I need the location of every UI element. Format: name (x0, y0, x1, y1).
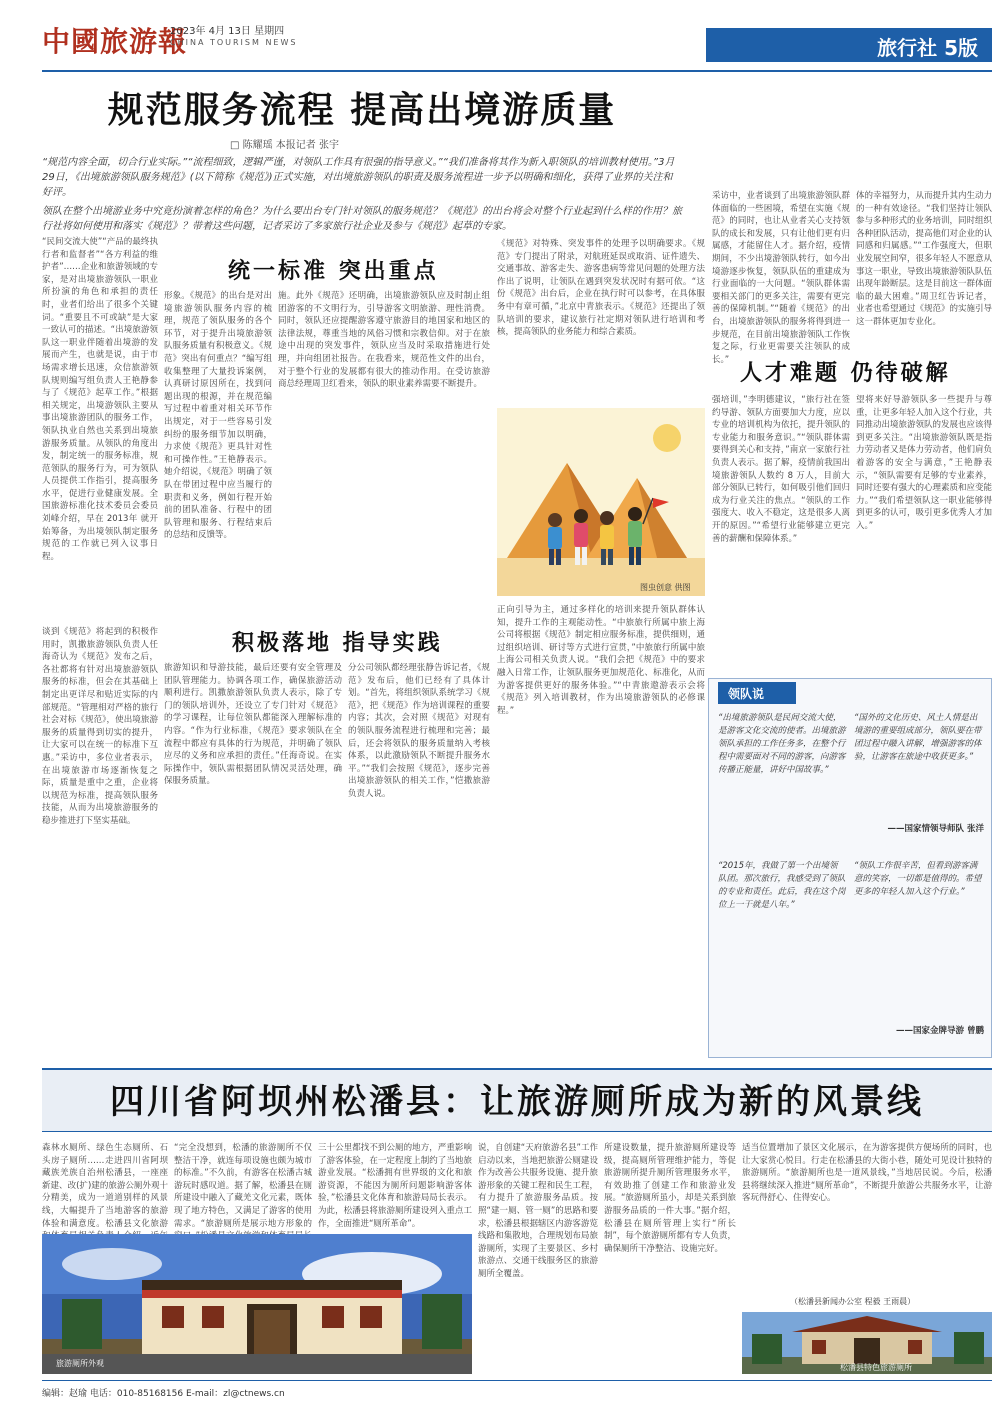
column-e1: 采访中，业者谈到了出境旅游领队群体面临的一些困境，希望在实施《规范》的同时，也让从业者关心支持领队的成长和发展，只有让他们更有归属感，才能留住人才。据介绍，疫情期间，不少出境游领队转行，如今出境游逐步恢复，领队队伍的重建成为行业面临的一大问题。“领队群体需要相关部门的更多关注，需要有更完善的保障机制。”“随着《规范》的出台，出境旅游领队的服务将得到进一步规范，在目前出境旅游领队工作恢复之际，行业更需要关注领队的成长。” (712, 191, 850, 365)
article2-column-4: 说，自创建“天府旅游名县”工作启动以来，当地把旅游公厕建设作为改善公共服务设施、提升旅游形象的关键工程和民生工程，有力提升了旅游服务品质。按照“建一厕、管一厕”的思路和要求，松潘县根据辖区内游客游览线路和集散地，合理规划布局旅游厕所，实现了主要景区、乡村旅游点、交通干线服务区的旅游厕所全覆盖。 (478, 1143, 598, 1279)
toilet-building-image (42, 1234, 472, 1374)
column-e2: 强培训，”李明德建议，“旅行社在签约导游、领队方面要加大力度，应以专业的培训机构为依托，提升领队的专业能力和服务意识。”“领队群体需要得到关心和支持，”南京一家旅行社负责人表示。据了解，疫情前我国出境旅游领队人数约 8 万人，目前大部分领队已转行，如何吸引他们回归成为行业关注的焦点。“领队的工作强度大、收入不稳定，这是很多人离开的原因。”“希望行业能够建立更完善的薪酬和保障体系。” (712, 395, 850, 544)
photo-toilet-caption-2: 松潘县特色旅游厕所 (840, 1363, 912, 1372)
article2-column-6: 适当位置增加了景区文化展示，在为游客提供方便场所的同时，也让大家赏心悦目。行走在松潘县的大街小巷，随处可见设计独特的旅游厕所。“旅游厕所也是一道风景线，”当地居民说。今后，松潘县将继续深入推进“厕所革命”，不断提升旅游公共服务水平，让游客玩得舒心、住得安心。 (742, 1143, 992, 1204)
column-b2: 旅游知识和导游技能，最后还要有安全管理及团队管理能力。协调各项工作，确保旅游活动顺利进行。凯撒旅游领队负责人表示，除了专门的领队培训外，还设立了专门针对《规范》的学习课程，让每位领队都能深入理解标准的内容。“作为行业标准，《规范》要求领队在全流程中都应有具体的行为规范，并明确了领队应尽的义务和应承担的责任。”任海奇说。在实际操作中，领队需根据团队情况灵活处理，确保服务质量。 (164, 663, 342, 787)
article2-column-5: 所建设数量，提升旅游厕所建设等级，提高厕所管理维护能力，等促旅游厕所提升厕所管理服务水平，有效助推了创建工作和旅游业发展。“旅游厕所虽小，却是关系到旅游服务品质的一件大事。”据介绍，松潘县在厕所管理上实行“所长制”，每个旅游厕所都有专人负责，确保厕所干净整洁、设施完好。 (604, 1143, 736, 1254)
footer-rule (42, 1380, 992, 1381)
column-f2: 望将来好导游领队多一些提升与尊重，让更多年轻人加入这个行业，共同推动出境旅游领队的发展也应该得到更多关注。“出境旅游领队既是指力劳动者又是体力劳动者，他们肩负着游客的安全与满意，”王艳静表示，“领队需要有足够的专业素养，同时还要有强大的心理素质和应变能力。”“我们希望领队这一职业能够得到更多的认可，吸引更多优秀人才加入。” (856, 395, 993, 531)
article-intro (42, 155, 682, 234)
masthead-rule (42, 70, 992, 72)
subhead-implementation: 积极落地 指导实践 (232, 630, 443, 656)
leader-quotes-tag: 领队说 (718, 682, 796, 704)
column-c1: 施。此外《规范》还明确，出境旅游领队应及时制止组团游客的不文明行为，引导游客文明旅游、理性消费。同时，领队还应提醒游客遵守旅游目的地国家和地区的法律法规，尊重当地的风俗习惯和宗教信仰。对于在旅途中出现的突发事件，领队应当及时采取措施进行处理，并向组团社报告。在我看来，规范性文件的出台，对于整个行业的发展都有很大的推动作用。在受访旅游商总经理周卫红看来，领队的职业素养需要不断提升。 (278, 291, 490, 390)
footer-contact: 编辑：赵瑜 电话：010-85168156 E-mail：zl@ctnews.cn (42, 1389, 285, 1399)
column-b1: 形象。《规范》的出台是对出境旅游领队服务内容的梳理，规范了领队服务的各个环节，对于提升出境旅游领队服务质量有积极意义。《规范》突出有何重点？“编写组收集整理了大量投诉案例，认真研讨原因所在，找到问题出现的根源，并在规范编写过程中着重对相关环节作出规定，对于一些容易引发纠纷的服务细节加以明确，力求使《规范》更具针对性和可操作性。”王艳静表示。她介绍说，《规范》明确了领队在带团过程中应当履行的职责和义务，例如行程开始前的团队准备、行程中的团队管理和服务、行程结束后的总结和反馈等。 (164, 291, 272, 541)
article2-column-3: 三十公里都找不到公厕的地方，严重影响了游客体验，在一定程度上制约了当地旅游业发展。“松潘拥有世界级的文化和旅游资源，不能因为厕所问题影响游客体验，”松潘县文化体育和旅游局局长表示。为此，松潘县将旅游厕所建设列入重点工作，全面推进“厕所革命”。 (318, 1143, 472, 1229)
photo-toilet-building (42, 1234, 472, 1374)
column-f1: 体的幸福努力，从而提升其内生动力的一种有效途径。“我们坚持让领队参与多种形式的业务培训，同时组织各种团队活动，提高他们对企业的认同感和归属感。”“工作强度大，但职业发展空间窄，很多年轻人不愿意从事这一职业，导致出境旅游领队队伍出现年龄断层。这是目前这一群体面临的最大困难。”周卫红告诉记者，业者也希望通过《规范》的实施引导这一群体更加专业化。 (856, 191, 993, 327)
leader-signature-2: ——国家金牌导游 曾鹏 (896, 1026, 984, 1036)
leader-quote-3: “2015年，我做了第一个出境领队团。那次旅行，我感受到了领队的专业和责任。此后，我在这个岗位上一干就是八年。” (718, 861, 846, 910)
leader-quote-2: “国外的文化历史、风土人情是出境游的重要组成部分，领队要在带团过程中融入讲解，增强游客的体验，让游客在旅途中收获更多。” (854, 713, 982, 762)
column-d2: 正向引导为主，通过多样化的培训来提升领队群体认知，提升工作的主观能动性。“中旅旅行所属中旅上海公司将根据《规范》制定相应服务标准，提供细则，通过组织培训、研讨等方式进行宣贯，”中旅旅行所属中旅上海公司相关负责人说。“我们会把《规范》中的要求融入日常工作，让领队服务更加规范化、标准化，从而为游客提供更好的服务体验。”“中青旅遨游表示会将《规范》列入培训教材，作为出境旅游领队的必修课程。” (497, 605, 705, 716)
intro-paragraph-1: “规范内容全面，切合行业实际。”“流程细致，逻辑严谨，对领队工作具有很强的指导意义。”“我们准备将其作为新入职领队的培训教材使用。”3月29日，《出境旅游领队服务规范》(以下简称《规范》)正式实施，对出境旅游领队的职责及服务流程进一步予以明确和细化，获得了业界的关注和好评。 (42, 157, 675, 198)
section-label: 旅行社 5版 (706, 28, 992, 62)
column-a1: “民间交流大使”“产品的最终执行者和监督者”“各方利益的维护者”……企业和旅游领域的专家，是对出境旅游领队一职业所扮演的角色和承担的责任时，业者们给出了很多个关键词。“重要且不可或缺”是大家一致认可的描述。“出境旅游领队这一职业伴随着出境游的发展而产生，也就是说，由于市场需求增长迅速，众信旅游领队规则编写组负责人王艳静参与了《规范》起草工作。”根据相关规定，出境游领队主要从事出境旅游团队的服务工作，领队执业自然也关系到出境旅游服务质量。从领队的角度出发，制定统一的服务标准，规范领队的服务行为，可为领队人员提供工作指引，提高服务水平，促进行业健康发展。全国旅游标准化技术委员会委员刘峰介绍，早在 2013年 就开始筹备，为出境领队制定服务规范的工作就已列入议事日程。 (42, 237, 158, 562)
column-c2: 分公司领队都经理张静告诉记者，《规范》发布后，他们已经有了具体计划。“首先，将组织领队系统学习《规范》，把《规范》作为培训课程的重要内容；其次，会对照《规范》对现有的领队服务流程进行梳理和完善；最后，还会将领队的服务质量纳入考核体系，以此激励领队不断提升服务水平。”“我们会按照《规范》，逐步完善出境旅游领队的相关工作，”恺撒旅游负责人说。 (348, 663, 490, 799)
article2-column-2: “完全没想到，松潘的旅游厕所不仅整洁干净，就连每项设施也颇为城市的标准。”不久前，有游客在松潘古城游玩时感叹道。据了解，松潘县在厕所建设中融入了藏羌文化元素，既体现了地方特色，又满足了游客的使用需求。“旅游厕所是展示地方形象的 (174, 1143, 312, 1229)
newspaper-english-name: CHINA TOURISM NEWS (170, 38, 298, 47)
newspaper-logo: 中國旅游報 (42, 25, 188, 58)
subhead-unified-standard: 统一标准 突出重点 (228, 258, 439, 284)
leader-quote-4: “领队工作很辛苦，但看到游客满意的笑容，一切都是值得的。希望更多的年轻人加入这个行业。” (854, 861, 982, 897)
leader-quote-1: “出境旅游领队是民间交流大使，是游客文化交流的使者。出境旅游领队承担的工作任务多，在整个行程中需要面对不同的游客，向游客传播正能量，讲好中国故事。” (718, 713, 846, 775)
article2-headline: 四川省阿坝州松潘县：让旅游厕所成为新的风景线 (110, 1082, 924, 1122)
article2-source: （松潘县新闻办公室 程毅 王雨晨） (790, 1297, 916, 1306)
illustration-caption: 图虫创意 供图 (640, 583, 691, 592)
leader-signature-1: ——国家情领导师队 张洋 (887, 824, 984, 834)
article-headline: 规范服务流程 提高出境游质量 (107, 89, 617, 131)
column-a2: 谈到《规范》将起到的积极作用时，凯撒旅游领队负责人任海奇认为《规范》发布之后，各社都将有针对出境旅游领队服务的标准，但会在其基础上制定出更详尽和贴近实际的内部规范。“管理相对严格的旅行社会对标《规范》，使出境旅游服务的质量得到切实的提升，让大家可以在统一的标准下互惠。”采访中，多位业者表示，在出境旅游市场逐渐恢复之际，质量是重中之重，企业将以规范为标准，提高领队服务技能，从而为出境旅游服务的稳步推进打下坚实基础。 (42, 627, 158, 826)
illustration-pyramids (497, 408, 705, 596)
pyramids-tourists-image (497, 408, 705, 596)
article-byline: □ 陈耀瑶 本报记者 张宇 (230, 140, 339, 151)
article2-column-1: 森林水厕所、绿色生态厕所、石头房子厕所……走进四川省阿坝藏族羌族自治州松潘县，一座座新建、改(扩)建的旅游公厕外观十分精美，成为一道道别样的风景线，大幅提升了当地游客的旅游体验和满意度。松潘县文化旅游 (42, 1143, 168, 1229)
subhead-talent-problem: 人才难题 仍待破解 (740, 360, 951, 386)
issue-date: 2023年 4月 13日 星期四 (170, 26, 285, 37)
column-d1: 《规范》对特殊、突发事件的处理予以明确要求。《规范》专门提出了附录，对航班延误或取消、证件遗失、交通事故、游客走失、游客患病等常见问题的处理方法作出了说明，让领队在遇到突发状况时有据可依。“这份《规范》出台后，企业在执行时可以参考，在具体服务中有章可循，”北京中青旅表示。《规范》还提出了领队培训的要求，建议旅行社定期对领队进行培训和考核，提高领队的业务能力和综合素质。 (497, 239, 705, 338)
photo-toilet-caption: 旅游厕所外观 (56, 1359, 104, 1368)
intro-paragraph-2: 领队在整个出境游业务中究竟扮演着怎样的角色？为什么要出台专门针对领队的服务规范？《规范》的出台将会对整个行业起到什么样的作用？旅行社将如何使用和落实《规范》？带着这些问题，记者采访了多家旅行社企业及参与《规范》起草的专家。 (42, 206, 682, 232)
